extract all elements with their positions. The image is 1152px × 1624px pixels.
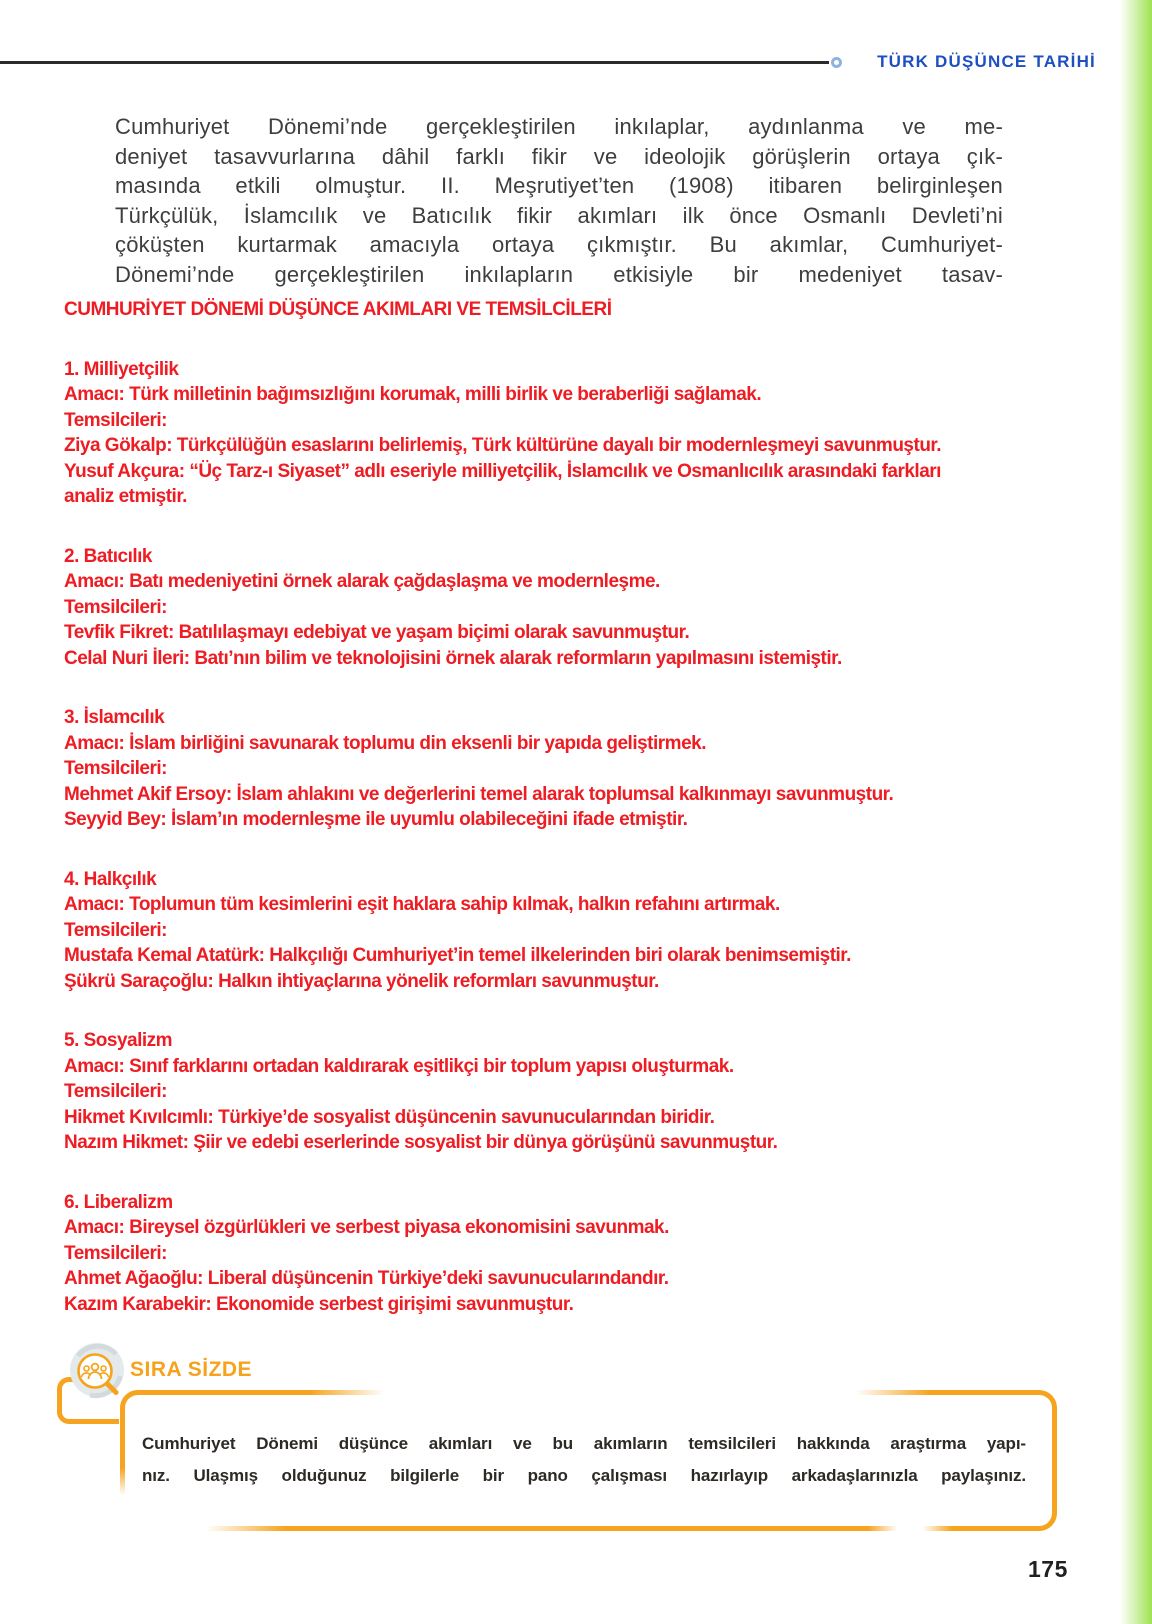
section-line: Nazım Hikmet: Şiir ve edebi eserlerinde sosyalist bir dünya görüşünü savunmuştur. [64, 1132, 778, 1153]
section-title: 6. Liberalizm [64, 1191, 173, 1213]
doc-section [64, 1190, 1096, 1318]
section-line: Ziya Gökalp: Türkçülüğün esaslarını belirlemiş, Türk kültürüne dayalı bir modernleşmeyi savunmuştur. [64, 435, 942, 456]
people-magnifier-icon [68, 1342, 126, 1400]
section-line: Amacı: Bireysel özgürlükleri ve serbest piyasa ekonomisini savunmak. [64, 1217, 669, 1238]
intro-line: masında etkili olmuştur. II. Meşrutiyet’ten (1908) itibaren belirginleşen [115, 173, 1003, 199]
doc-section [64, 544, 1096, 672]
section-line: Celal Nuri İleri: Batı’nın bilim ve teknolojisini örnek alarak reformların yapılmasını istemiştir. [64, 647, 842, 669]
section-title: 3. İslamcılık [64, 707, 165, 728]
section-line: Yusuf Akçura: “Üç Tarz-ı Siyaset” adlı eseriyle milliyetçilik, İslamcılık ve Osmanlıcılık arasındaki farkları [64, 460, 941, 482]
intro-line: Dönemi’nde gerçekleştirilen inkılapların etkisiyle bir medeniyet tasav- [115, 261, 1003, 287]
intro-line: Cumhuriyet Dönemi’nde gerçekleştirilen inkılaplar, aydınlanma ve me- [115, 114, 1003, 139]
section-line: Hikmet Kıvılcımlı: Türkiye’de sosyalist düşüncenin savunucularından biridir. [64, 1106, 715, 1128]
doc-section [64, 705, 1096, 833]
section-title: 1. Milliyetçilik [64, 358, 179, 380]
page-header-title: TÜRK DÜŞÜNCE TARİHİ [877, 52, 1096, 71]
sira-sizde-label: SIRA SİZDE [130, 1358, 253, 1381]
section-line: Şükrü Saraçoğlu: Halkın ihtiyaçlarına yönelik reformları savunmuştur. [64, 970, 659, 992]
sections-container [64, 357, 1096, 1318]
section-line: Amacı: Batı medeniyetini örnek alarak çağdaşlaşma ve modernleşme. [64, 571, 660, 592]
section-line: Amacı: Türk milletinin bağımsızlığını korumak, milli birlik ve beraberliği sağlamak. [64, 384, 762, 405]
section-title: 2. Batıcılık [64, 545, 152, 567]
section-line: Temsilcileri: [64, 1242, 167, 1264]
content-heading: CUMHURİYET DÖNEMİ DÜŞÜNCE AKIMLARI VE TEMSİLCİLERİ [64, 299, 612, 320]
header-rule [0, 61, 829, 64]
section-line: Amacı: İslam birliğini savunarak toplumu din eksenli bir yapıda geliştirmek. [64, 732, 706, 754]
sira-sizde-line: nız. Ulaşmış olduğunuz bilgilerle bir pano çalışması hazırlayıp arkadaşlarınızla paylaşınız. [142, 1466, 1026, 1485]
section-title: 4. Halkçılık [64, 868, 157, 890]
section-title: 5. Sosyalizm [64, 1030, 173, 1051]
section-line: Temsilcileri: [64, 919, 167, 941]
section-line: Mustafa Kemal Atatürk: Halkçılığı Cumhuriyet’in temel ilkelerinden biri olarak benimsemiştir. [64, 945, 851, 966]
doc-section [64, 867, 1096, 995]
section-line: Ahmet Ağaoğlu: Liberal düşüncenin Türkiye’deki savunucularındandır. [64, 1268, 669, 1289]
section-line: Amacı: Toplumun tüm kesimlerini eşit haklara sahip kılmak, halkın refahını artırmak. [64, 894, 780, 915]
intro-line: deniyet tasavvurlarına dâhil farklı fikir ve ideolojik görüşlerin ortaya çık- [115, 143, 1003, 169]
section-line: analiz etmiştir. [64, 486, 187, 507]
section-line: Temsilcileri: [64, 758, 167, 779]
section-line: Temsilcileri: [64, 1081, 167, 1102]
intro-line: çöküşten kurtarmak amacıyla ortaya çıkmıştır. Bu akımlar, Cumhuriyet- [115, 232, 1003, 258]
section-line: Amacı: Sınıf farklarını ortadan kaldırarak eşitlikçi bir toplum yapısı oluşturmak. [64, 1055, 734, 1077]
section-line: Mehmet Akif Ersoy: İslam ahlakını ve değerlerini temel alarak toplumsal kalkınmayı savunmuştur. [64, 783, 894, 805]
page-edge-gradient [1120, 0, 1152, 1624]
intro-line: Türkçülük, İslamcılık ve Batıcılık fikir akımları ilk önce Osmanlı Devleti’ni [115, 202, 1003, 228]
content-block [64, 297, 1096, 1317]
section-line: Temsilcileri: [64, 409, 167, 431]
sira-sizde-line: Cumhuriyet Dönemi düşünce akımları ve bu akımların temsilcileri hakkında araştırma yapı- [142, 1434, 1026, 1453]
header-bullet-icon [831, 57, 842, 68]
section-line: Temsilcileri: [64, 596, 167, 618]
section-line: Seyyid Bey: İslam’ın modernleşme ile uyumlu olabileceğini ifade etmiştir. [64, 809, 688, 830]
section-line: Kazım Karabekir: Ekonomide serbest girişimi savunmuştur. [64, 1293, 574, 1315]
page-number: 175 [1028, 1556, 1068, 1582]
doc-section [64, 1028, 1096, 1156]
intro-paragraph [115, 112, 1003, 290]
doc-section [64, 357, 1096, 510]
section-line: Tevfik Fikret: Batılılaşmayı edebiyat ve yaşam biçimi olarak savunmuştur. [64, 622, 690, 643]
sira-sizde-text [142, 1428, 1026, 1492]
